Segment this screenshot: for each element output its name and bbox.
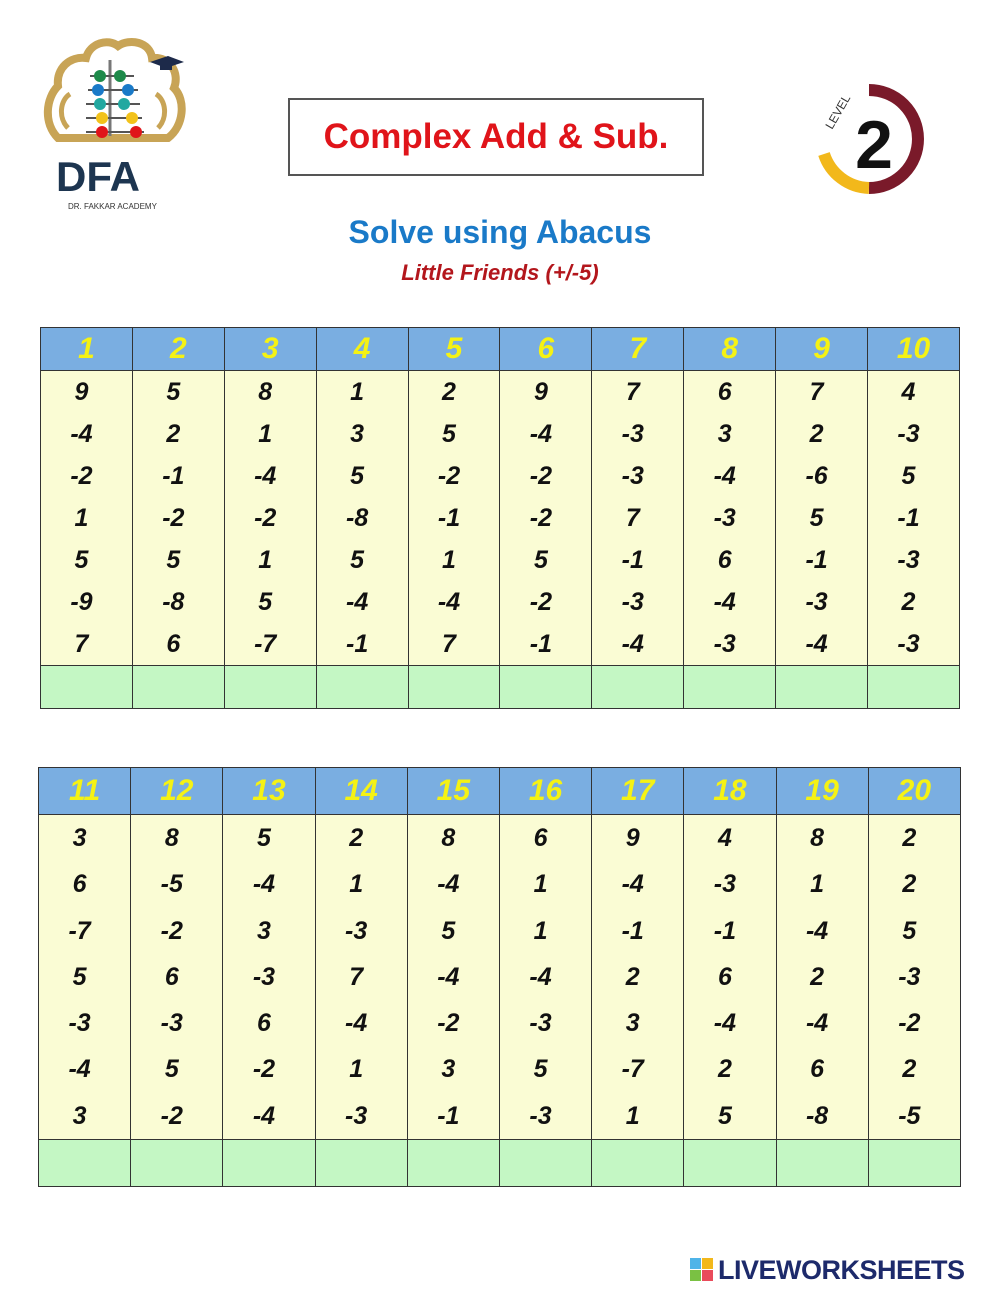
values-column (500, 371, 591, 665)
level-number: 2 (855, 107, 893, 183)
number-value: -5 (160, 870, 183, 899)
number-value: 6 (72, 870, 87, 899)
number-value: 2 (810, 962, 825, 991)
number-value: -4 (252, 870, 276, 899)
values-row (41, 371, 960, 666)
values-cell (41, 371, 133, 666)
values-cell (223, 815, 315, 1140)
answer-input[interactable] (131, 1140, 223, 1187)
values-column (776, 371, 867, 665)
column-header: 6 (500, 328, 592, 371)
number-value: 6 (717, 546, 732, 574)
answer-input[interactable] (499, 1140, 591, 1187)
number-value: 5 (441, 916, 456, 945)
values-column (868, 371, 959, 665)
values-column (131, 815, 222, 1139)
number-value: -7 (254, 630, 277, 658)
level-label: LEVEL (822, 92, 854, 132)
number-value: 1 (533, 916, 548, 945)
number-value: 4 (717, 824, 732, 852)
number-value: 1 (442, 546, 456, 574)
answer-input[interactable] (776, 666, 868, 709)
number-value: -3 (529, 1009, 552, 1038)
values-cell (315, 815, 407, 1140)
values-column (408, 815, 499, 1139)
number-value: -3 (805, 588, 828, 616)
values-column (39, 815, 130, 1139)
number-value: -3 (345, 916, 368, 945)
number-value: 5 (809, 504, 824, 532)
number-value: -3 (252, 962, 276, 991)
number-value: 2 (902, 1055, 917, 1084)
column-header: 9 (776, 328, 868, 371)
values-cell (500, 371, 592, 666)
answer-input[interactable] (868, 666, 960, 709)
number-value: 2 (442, 378, 456, 406)
number-value: 5 (901, 462, 916, 490)
number-value: -1 (621, 546, 644, 574)
number-value: -1 (621, 916, 644, 945)
number-value: 3 (257, 916, 271, 945)
number-value: -2 (70, 462, 93, 490)
number-value: 3 (717, 420, 732, 448)
number-value: 7 (809, 378, 824, 406)
number-value: -3 (345, 1101, 368, 1130)
number-value: 6 (164, 962, 179, 991)
number-value: 2 (625, 962, 640, 991)
number-value: 5 (350, 546, 365, 574)
values-column (777, 815, 868, 1139)
values-column (225, 371, 316, 665)
number-value: -3 (713, 504, 736, 532)
number-value: -3 (713, 630, 736, 658)
number-value: 7 (625, 378, 640, 406)
values-cell (776, 815, 868, 1140)
number-value: 5 (902, 916, 917, 945)
number-value: -3 (529, 1101, 552, 1130)
number-value: 5 (533, 1055, 548, 1084)
number-value: 1 (349, 870, 364, 899)
column-header: 2 (132, 328, 224, 371)
column-header: 5 (408, 328, 500, 371)
number-value: 8 (258, 378, 273, 406)
number-value: -4 (254, 462, 277, 490)
column-header: 1 (41, 328, 133, 371)
number-value: 2 (349, 824, 364, 852)
column-header: 17 (592, 768, 684, 815)
number-value: 2 (902, 870, 917, 899)
number-value: 2 (809, 420, 824, 448)
problems-table-2 (38, 767, 961, 1187)
number-value: 1 (533, 870, 548, 899)
number-value: 5 (72, 962, 87, 991)
number-value: 2 (901, 588, 916, 616)
level-circle-icon (812, 82, 927, 197)
column-header: 19 (776, 768, 868, 815)
number-value: -7 (68, 916, 91, 945)
number-value: 6 (717, 962, 732, 991)
number-value: -4 (713, 462, 736, 490)
answer-input[interactable] (223, 1140, 315, 1187)
number-value: -5 (898, 1101, 921, 1130)
number-value: -1 (437, 1101, 460, 1130)
number-value: 5 (257, 824, 271, 852)
number-value: -2 (437, 1009, 460, 1038)
dfa-logo (38, 28, 188, 213)
number-value: 5 (717, 1101, 732, 1130)
number-value: 7 (74, 630, 89, 658)
number-value: -4 (805, 916, 829, 945)
number-value: 1 (810, 870, 825, 899)
number-value: 7 (442, 630, 456, 658)
logo-text: DFA (56, 153, 140, 200)
number-value: -4 (346, 588, 369, 616)
number-value: 1 (350, 378, 365, 406)
column-header: 16 (499, 768, 591, 815)
number-value: 5 (258, 588, 273, 616)
column-header: 13 (223, 768, 315, 815)
values-column (41, 371, 132, 665)
values-column (500, 815, 591, 1139)
number-value: -1 (437, 504, 461, 532)
number-value: 6 (810, 1055, 825, 1084)
values-column (409, 371, 500, 665)
number-value: 2 (717, 1055, 732, 1084)
answer-row (41, 666, 960, 709)
values-cell (684, 371, 776, 666)
column-header: 8 (684, 328, 776, 371)
number-value: -4 (713, 588, 736, 616)
answer-input[interactable] (592, 1140, 684, 1187)
number-value: -2 (529, 588, 553, 616)
logo-subtext: DR. FAKKAR ACADEMY (68, 202, 157, 211)
number-value: -4 (345, 1009, 368, 1038)
values-column (316, 815, 407, 1139)
values-cell (132, 371, 224, 666)
values-cell (131, 815, 223, 1140)
number-value: 9 (74, 378, 89, 406)
answer-input[interactable] (684, 1140, 776, 1187)
answer-row (39, 1140, 961, 1187)
number-value: -3 (897, 420, 920, 448)
number-value: -1 (346, 630, 369, 658)
brain-abacus-logo-icon (38, 28, 188, 213)
number-value: 3 (441, 1055, 456, 1084)
values-cell (407, 815, 499, 1140)
number-value: -2 (254, 504, 277, 532)
number-value: -1 (805, 546, 828, 574)
values-column (592, 371, 683, 665)
values-column (684, 815, 775, 1139)
number-value: -3 (897, 630, 920, 658)
number-value: -4 (70, 420, 93, 448)
number-value: -4 (437, 588, 461, 616)
worksheet-title (288, 98, 704, 176)
values-column (317, 371, 408, 665)
worksheet-title-text: Complex Add & Sub. (323, 117, 669, 156)
topic-subtitle: Little Friends (+/-5) (401, 260, 599, 285)
values-column (684, 371, 775, 665)
number-value: -4 (529, 962, 552, 991)
number-value: -3 (713, 870, 737, 899)
values-cell (684, 815, 776, 1140)
values-cell (408, 371, 500, 666)
answer-input[interactable] (868, 1140, 960, 1187)
number-value: 2 (166, 420, 181, 448)
answer-input[interactable] (592, 666, 684, 709)
column-header: 14 (315, 768, 407, 815)
number-value: -3 (160, 1009, 183, 1038)
number-value: 5 (74, 546, 89, 574)
column-header: 15 (407, 768, 499, 815)
values-cell (224, 371, 316, 666)
answer-input[interactable] (41, 666, 133, 709)
column-header: 3 (224, 328, 316, 371)
number-value: -2 (437, 462, 461, 490)
number-value: 9 (533, 378, 548, 406)
values-cell (868, 371, 960, 666)
column-header: 4 (316, 328, 408, 371)
values-cell (592, 815, 684, 1140)
problems-table-1 (40, 327, 960, 709)
liveworksheets-logo-icon (690, 1258, 714, 1282)
number-value: 1 (349, 1055, 364, 1084)
number-value: -4 (437, 870, 460, 899)
number-value: -4 (621, 630, 644, 658)
values-row (39, 815, 961, 1140)
number-value: -8 (805, 1101, 829, 1130)
number-value: -4 (621, 870, 644, 899)
number-value: 2 (902, 824, 917, 852)
number-value: 1 (625, 1101, 640, 1130)
column-header: 18 (684, 768, 776, 815)
number-value: 8 (164, 824, 179, 852)
number-value: -3 (68, 1009, 91, 1038)
column-header: 11 (39, 768, 131, 815)
values-column (133, 371, 224, 665)
values-cell (316, 371, 408, 666)
number-value: -4 (805, 630, 828, 658)
number-value: 9 (625, 824, 640, 852)
column-header: 20 (868, 768, 960, 815)
number-value: -7 (621, 1055, 644, 1084)
level-badge (812, 82, 927, 197)
number-value: -9 (70, 588, 93, 616)
number-value: -3 (897, 546, 920, 574)
answer-input[interactable] (224, 666, 316, 709)
number-value: -8 (162, 588, 185, 616)
number-value: -1 (162, 462, 185, 490)
number-value: 7 (349, 962, 364, 991)
answer-input[interactable] (132, 666, 224, 709)
instruction-subtitle: Solve using Abacus (348, 214, 652, 250)
values-cell (868, 815, 960, 1140)
number-value: 1 (74, 504, 89, 532)
number-value: -2 (160, 916, 183, 945)
number-value: -2 (252, 1055, 276, 1084)
number-value: 3 (72, 1101, 87, 1130)
values-cell (39, 815, 131, 1140)
values-cell (499, 815, 591, 1140)
number-value: -1 (713, 916, 737, 945)
number-value: -2 (898, 1009, 921, 1038)
number-value: -1 (897, 504, 920, 532)
answer-input[interactable] (315, 1140, 407, 1187)
table-header-row (39, 768, 961, 815)
number-value: 4 (901, 378, 916, 406)
answer-input[interactable] (408, 666, 500, 709)
number-value: 1 (258, 420, 273, 448)
number-value: -3 (621, 588, 644, 616)
number-value: 6 (257, 1009, 271, 1038)
number-value: 1 (258, 546, 273, 574)
number-value: -4 (437, 962, 460, 991)
answer-input[interactable] (407, 1140, 499, 1187)
table-header-row (41, 328, 960, 371)
liveworksheets-footer (690, 1252, 990, 1288)
number-value: 5 (166, 546, 181, 574)
number-value: -3 (898, 962, 921, 991)
number-value: 6 (166, 630, 181, 658)
answer-input[interactable] (316, 666, 408, 709)
number-value: 8 (810, 824, 825, 852)
number-value: -4 (805, 1009, 829, 1038)
number-value: 3 (625, 1009, 640, 1038)
values-cell (776, 371, 868, 666)
number-value: -2 (529, 462, 553, 490)
number-value: -6 (805, 462, 828, 490)
number-value: -2 (162, 504, 185, 532)
number-value: -1 (529, 630, 553, 658)
number-value: -4 (713, 1009, 737, 1038)
values-cell (592, 371, 684, 666)
number-value: -4 (68, 1055, 91, 1084)
values-column (223, 815, 314, 1139)
number-value: 5 (166, 378, 181, 406)
number-value: -3 (621, 420, 644, 448)
liveworksheets-brand: LIVEWORKSHEETS (718, 1254, 965, 1285)
number-value: -3 (621, 462, 644, 490)
number-value: -8 (346, 504, 369, 532)
number-value: 5 (350, 462, 365, 490)
number-value: 6 (717, 378, 732, 406)
number-value: 3 (72, 824, 87, 852)
answer-input[interactable] (684, 666, 776, 709)
number-value: 3 (350, 420, 365, 448)
column-header: 12 (131, 768, 223, 815)
values-column (869, 815, 960, 1139)
number-value: 8 (441, 824, 456, 852)
number-value: 6 (533, 824, 548, 852)
answer-input[interactable] (776, 1140, 868, 1187)
column-header: 10 (868, 328, 960, 371)
number-value: 7 (625, 504, 640, 532)
number-value: 5 (164, 1055, 179, 1084)
number-value: -2 (160, 1101, 183, 1130)
number-value: -4 (252, 1101, 276, 1130)
values-column (592, 815, 683, 1139)
number-value: -2 (529, 504, 553, 532)
number-value: -4 (529, 420, 553, 448)
number-value: 5 (442, 420, 456, 448)
answer-input[interactable] (500, 666, 592, 709)
answer-input[interactable] (39, 1140, 131, 1187)
column-header: 7 (592, 328, 684, 371)
number-value: 5 (533, 546, 548, 574)
